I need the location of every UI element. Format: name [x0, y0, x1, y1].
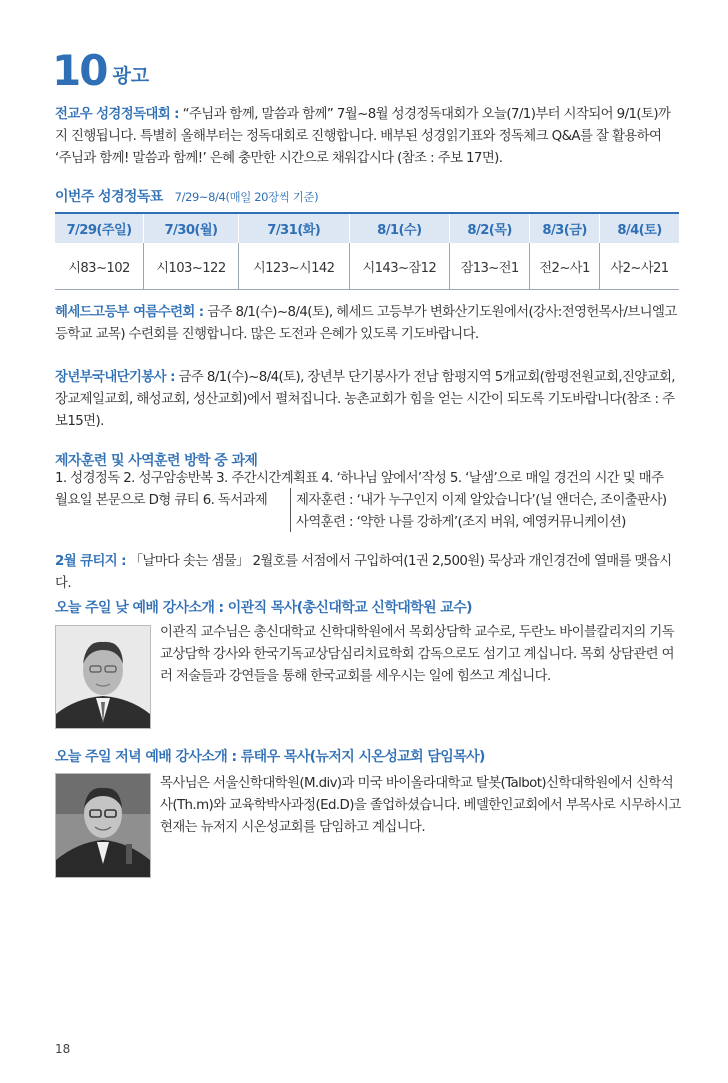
reading-schedule-table	[55, 212, 679, 290]
day-header: 8/1(수)	[349, 213, 450, 243]
schedule-title: 이번주 성경정독표	[55, 189, 163, 205]
qt-notice	[55, 551, 680, 595]
training-title: 제자훈련 및 사역훈련 방학 중 과제	[55, 453, 258, 469]
page-number: 18	[55, 1042, 71, 1056]
morning-speaker-bio: 이관직 교수님은 총신대학교 신학대학원에서 목회상담학 교수로, 두란노 바이블칼리지의 기독교상담학 강사와 한국기독교상담심리치료학회 감독으로도 섬기고 계십니다. 목회 상담관련 여러 저술들과 강연들을 통해 한국교회를 세우시는 일에 힘쓰고 계십니다.	[160, 625, 674, 684]
table-row	[55, 243, 679, 290]
schedule-subtitle: 7/29~8/4(매일 20장씩 기준)	[174, 190, 319, 204]
notice-text: 「날마다 솟는 샘물」 2월호를 서점에서 구입하여(1권 2,500원) 묵상과 개인경건에 열매를 맺읍시다.	[55, 554, 672, 591]
notice-label: 장년부국내단기봉사 :	[55, 370, 175, 385]
day-header: 8/2(목)	[450, 213, 530, 243]
divider	[290, 488, 291, 532]
schedule-heading	[55, 186, 680, 209]
training-tasks-line2: 월요일 본문으로 D형 큐티 6. 독서과제	[55, 493, 268, 508]
notice-label: 전교우 성경정독대회 :	[55, 107, 179, 122]
reading-cell: 시103~122	[144, 243, 239, 290]
notice-text: 금주 8/1(수)~8/4(토), 장년부 단기봉사가 전남 함평지역 5개교회(함평전원교회,진양교회, 장교제일교회, 해성교회, 성산교회)에서 펼쳐집니다. 농촌교회가 힘을 얻는 시간이 되도록 기도바랍니다(참조 : 주보15면).	[55, 370, 675, 429]
reading-cell: 전2~사1	[530, 243, 600, 290]
evening-speaker-photo	[55, 773, 151, 878]
reading-cell: 시83~102	[55, 243, 144, 290]
evening-speaker-bio: 목사님은 서울신학대학원(M.div)과 미국 바이올라대학교 탈봇(Talbot)신학대학원에서 신학석사(Th.m)와 교육학박사과정(Ed.D)을 졸업하셨습니다. 베델한인교회에서 부목사로 시무하시고 현재는 뉴저지 시온성교회를 담임하고 계십니다.	[160, 776, 681, 835]
section-header	[52, 46, 150, 95]
portrait-image	[56, 626, 150, 728]
day-header: 8/4(토)	[600, 213, 679, 243]
day-header: 8/3(금)	[530, 213, 600, 243]
book-ministry: 사역훈련 : ‘약한 나를 강하게’(조지 버워, 예영커뮤니케이션)	[296, 515, 626, 530]
training-tasks-line1: 1. 성경정독 2. 성구암송반복 3. 주간시간계획표 4. ‘하나님 앞에서’작성 5. ‘날샘’으로 매일 경건의 시간 및 매주	[55, 471, 664, 486]
retreat-notice	[55, 302, 680, 346]
day-header: 7/29(주일)	[55, 213, 144, 243]
morning-speaker-title: 오늘 주일 낮 예배 강사소개 : 이관직 목사(총신대학교 신학대학원 교수)	[55, 600, 472, 616]
table-header-row	[55, 213, 679, 243]
notice-text: 금주 8/1(수)~8/4(토), 헤세드 고등부가 변화산기도원에서(강사:전영헌목사/브니엘고등학교 교목) 수련회를 진행합니다. 많은 도전과 은혜가 있도록 기도바랍니다.	[55, 305, 677, 342]
morning-speaker-photo	[55, 625, 151, 729]
reading-cell: 시123~시142	[238, 243, 349, 290]
section-number: 10	[52, 46, 107, 95]
reading-conference-notice	[55, 104, 680, 170]
notice-label: 헤세드고등부 여름수련회 :	[55, 305, 204, 320]
book-disciple: 제자훈련 : ‘내가 누구인지 이제 알았습니다’(닐 앤더슨, 조이출판사)	[296, 493, 667, 508]
service-trip-notice	[55, 367, 680, 433]
portrait-image	[56, 774, 150, 877]
day-header: 7/31(화)	[238, 213, 349, 243]
day-header: 7/30(월)	[144, 213, 239, 243]
section-title: 광고	[112, 65, 150, 87]
reading-cell: 시143~잠12	[349, 243, 450, 290]
reading-cell: 잠13~전1	[450, 243, 530, 290]
reading-cell: 사2~사21	[600, 243, 679, 290]
evening-speaker-title: 오늘 주일 저녁 예배 강사소개 : 류태우 목사(뉴저지 시온성교회 담임목사)	[55, 749, 485, 765]
notice-label: 2월 큐티지 :	[55, 554, 126, 569]
notice-text: “주님과 함께, 말씀과 함께” 7월~8월 성경정독대회가 오늘(7/1)부터 시작되어 9/1(토)까지 진행됩니다. 특별히 올해부터는 정독대회로 진행합니다. 배부된 성경읽기표와 정독체크 Q&A를 잘 활용하여 ‘주님과 함께! 말씀과 함께!’ 은혜 충만한 시간으로 채워갑시다 (참조 : 주보 17면).	[55, 107, 671, 166]
